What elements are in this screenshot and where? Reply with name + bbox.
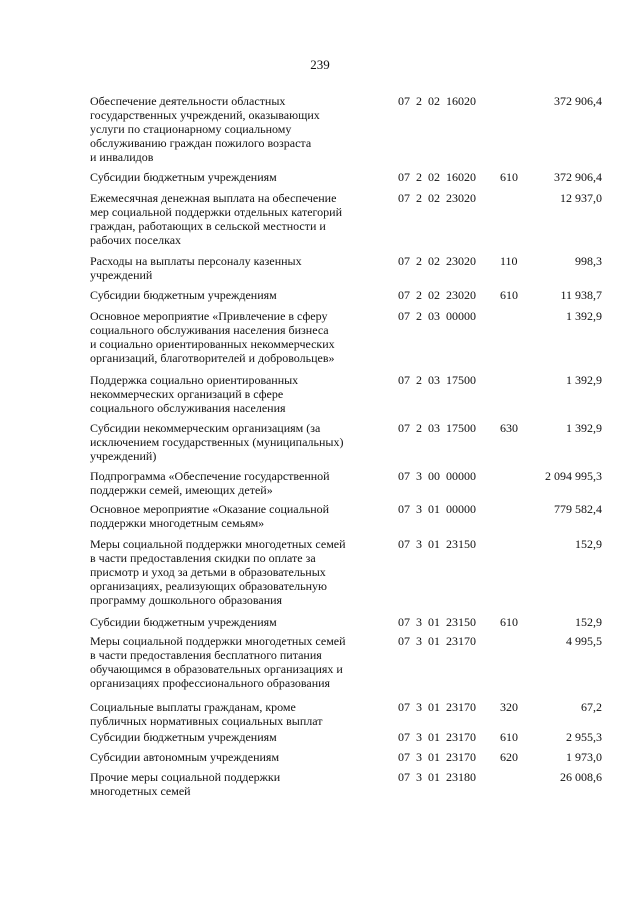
row-name: Ежемесячная денежная выплата на обеспечение мер социальной поддержки отдельных категорий граждан, работающих в сельской местности и рабочих поселках (90, 191, 342, 247)
row-name: Социальные выплаты гражданам, кроме публичных нормативных социальных выплат (90, 700, 323, 728)
row-code: 07 2 02 23020 (398, 254, 476, 268)
row-amount: 2 094 995,3 (545, 469, 602, 483)
row-amount: 11 938,7 (560, 288, 602, 302)
row-code: 07 3 01 00000 (398, 502, 476, 516)
row-amount: 4 995,5 (566, 634, 602, 648)
row-amount: 67,2 (581, 700, 602, 714)
row-expense-type: 630 (500, 421, 518, 435)
row-name: Подпрограмма «Обеспечение государственной поддержки семей, имеющих детей» (90, 469, 330, 497)
row-amount: 12 937,0 (560, 191, 602, 205)
row-amount: 1 392,9 (566, 421, 602, 435)
row-code: 07 3 01 23170 (398, 730, 476, 744)
row-code: 07 3 01 23170 (398, 750, 476, 764)
row-code: 07 3 01 23170 (398, 634, 476, 648)
row-expense-type: 610 (500, 615, 518, 629)
row-name: Основное мероприятие «Привлечение в сферу социального обслуживания населения бизнеса и социально ориентированных некоммерческих организаций, благотворителей и добровольцев» (90, 309, 335, 365)
row-code: 07 3 01 23150 (398, 537, 476, 551)
row-expense-type: 610 (500, 730, 518, 744)
row-name: Субсидии некоммерческим организациям (за исключением государственных (муниципальных) учреждений) (90, 421, 344, 463)
row-name: Субсидии бюджетным учреждениям (90, 288, 277, 302)
page-number: 239 (310, 57, 330, 72)
row-amount: 1 392,9 (566, 309, 602, 323)
row-code: 07 2 03 17500 (398, 373, 476, 387)
row-name: Субсидии бюджетным учреждениям (90, 730, 277, 744)
row-code: 07 3 01 23180 (398, 770, 476, 784)
row-amount: 26 008,6 (560, 770, 602, 784)
row-code: 07 2 02 16020 (398, 170, 476, 184)
row-code: 07 2 02 23020 (398, 288, 476, 302)
row-expense-type: 620 (500, 750, 518, 764)
row-name: Субсидии бюджетным учреждениям (90, 615, 277, 629)
row-name: Субсидии бюджетным учреждениям (90, 170, 277, 184)
row-name: Меры социальной поддержки многодетных семей в части предоставления скидки по оплате за присмотр и уход за детьми в образовательных организациях, реализующих образовательную программу дошкольного образования (90, 537, 346, 607)
row-code: 07 2 03 00000 (398, 309, 476, 323)
row-expense-type: 610 (500, 288, 518, 302)
row-name: Субсидии автономным учреждениям (90, 750, 280, 764)
row-name: Прочие меры социальной поддержки многодетных семей (90, 770, 281, 798)
row-code: 07 3 01 23170 (398, 700, 476, 714)
row-expense-type: 320 (500, 700, 518, 714)
row-amount: 1 973,0 (566, 750, 602, 764)
row-amount: 372 906,4 (554, 94, 602, 108)
row-code: 07 2 03 17500 (398, 421, 476, 435)
row-name: Основное мероприятие «Оказание социальной поддержки многодетным семьям» (90, 502, 330, 530)
row-amount: 152,9 (575, 615, 602, 629)
row-name: Расходы на выплаты персоналу казенных учреждений (90, 254, 302, 282)
row-code: 07 3 01 23150 (398, 615, 476, 629)
row-name: Поддержка социально ориентированных некоммерческих организаций в сфере социального обслуживания населения (90, 373, 299, 415)
row-amount: 2 955,3 (566, 730, 602, 744)
row-amount: 779 582,4 (554, 502, 602, 516)
row-expense-type: 110 (500, 254, 518, 268)
row-amount: 998,3 (575, 254, 602, 268)
row-code: 07 2 02 23020 (398, 191, 476, 205)
row-name: Обеспечение деятельности областных государственных учреждений, оказывающих услуги по стационарному социальному обслуживанию граждан пожилого возраста и инвалидов (90, 94, 320, 164)
row-code: 07 3 00 00000 (398, 469, 476, 483)
row-expense-type: 610 (500, 170, 518, 184)
row-code: 07 2 02 16020 (398, 94, 476, 108)
row-amount: 1 392,9 (566, 373, 602, 387)
row-name: Меры социальной поддержки многодетных семей в части предоставления бесплатного питания обучающимся в образовательных организациях и организациях профессионального образования (90, 634, 346, 690)
row-amount: 372 906,4 (554, 170, 602, 184)
row-amount: 152,9 (575, 537, 602, 551)
